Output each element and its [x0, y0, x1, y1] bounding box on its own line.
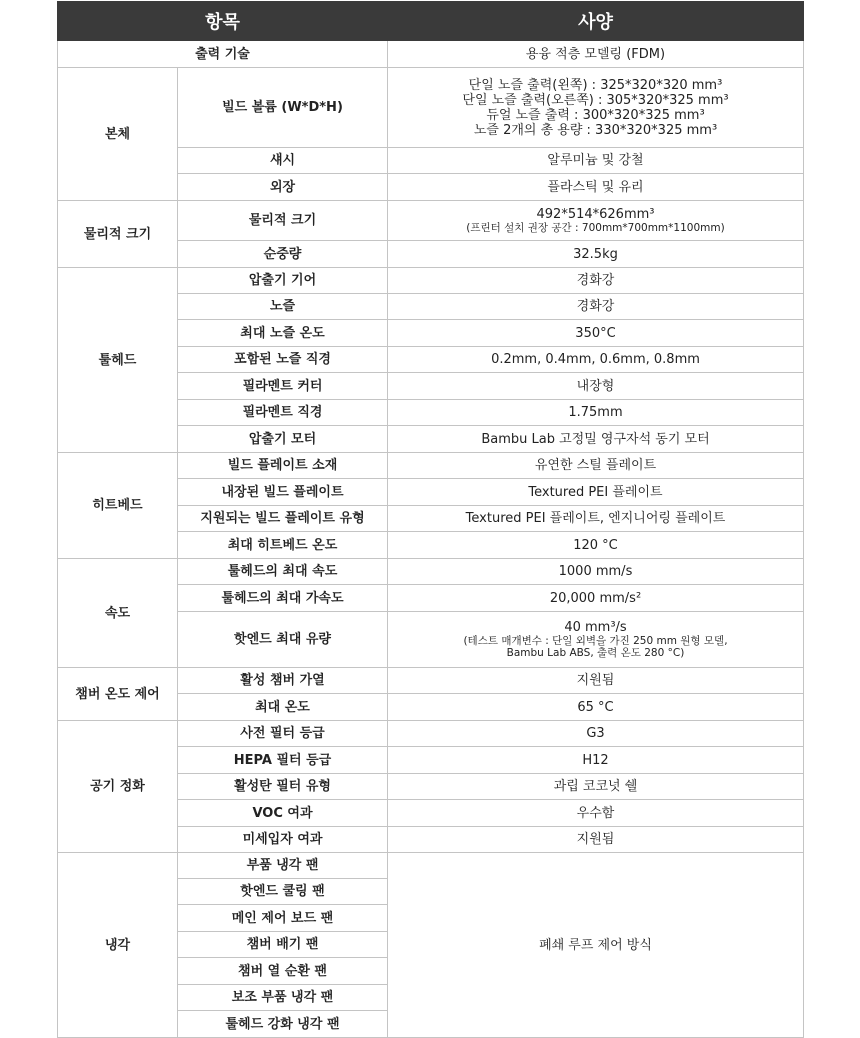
table-row [58, 268, 804, 294]
header-spec: 사양 [388, 2, 804, 41]
row-label: 최대 히트베드 온도 [178, 532, 388, 559]
row-value: G3 [388, 721, 804, 747]
row-label: 툴헤드 강화 냉각 팬 [178, 1011, 388, 1038]
row-label: 섀시 [178, 148, 388, 174]
row-label: 핫엔드 쿨링 팬 [178, 879, 388, 905]
value-note: (프린터 설치 권장 공간 : 700mm*700mm*1100mm) [466, 222, 725, 234]
header-item: 항목 [58, 2, 388, 41]
table-row [58, 201, 804, 241]
row-label: 압출기 모터 [178, 426, 388, 453]
category-cell: 공기 정화 [58, 721, 178, 853]
row-label: 포함된 노즐 직경 [178, 347, 388, 373]
row-value: 지원됨 [388, 668, 804, 694]
row-value: 경화강 [388, 268, 804, 294]
value-line: 492*514*626mm³ [536, 207, 655, 222]
row-label: 외장 [178, 174, 388, 201]
value-line: 노즐 2개의 총 용량 : 330*320*325 mm³ [473, 122, 718, 138]
row-label: 순중량 [178, 241, 388, 268]
table-row [58, 41, 804, 68]
row-label: 물리적 크기 [178, 201, 388, 241]
value-note: Bambu Lab ABS, 출력 온도 280 °C) [506, 647, 685, 659]
row-label: 출력 기술 [58, 41, 388, 68]
row-label: 최대 온도 [178, 694, 388, 721]
value-line: 단일 노즐 출력(왼쪽) : 325*320*320 mm³ [468, 77, 723, 93]
table-row [58, 721, 804, 747]
row-label: 챔버 열 순환 팬 [178, 958, 388, 985]
row-label: 필라멘트 커터 [178, 373, 388, 400]
row-label: 보조 부품 냉각 팬 [178, 985, 388, 1011]
row-value: 0.2mm, 0.4mm, 0.6mm, 0.8mm [388, 347, 804, 373]
value-line: 40 mm³/s [564, 620, 627, 635]
row-label: 활성탄 필터 유형 [178, 774, 388, 800]
row-label: 부품 냉각 팬 [178, 853, 388, 879]
row-label: 필라멘트 직경 [178, 400, 388, 426]
value-line: 단일 노즐 출력(오른쪽) : 305*320*325 mm³ [462, 92, 729, 108]
row-value: 지원됨 [388, 827, 804, 853]
row-value: Textured PEI 플레이트, 엔지니어링 플레이트 [388, 506, 804, 532]
header-row [58, 2, 804, 41]
category-cell: 툴헤드 [58, 268, 178, 453]
row-label: 툴헤드의 최대 속도 [178, 559, 388, 585]
row-label: 툴헤드의 최대 가속도 [178, 585, 388, 612]
max-flow-value [388, 612, 804, 668]
category-cell: 속도 [58, 559, 178, 668]
row-label: VOC 여과 [178, 800, 388, 827]
row-label: 내장된 빌드 플레이트 [178, 479, 388, 506]
row-value: 우수함 [388, 800, 804, 827]
row-value: 알루미늄 및 강철 [388, 148, 804, 174]
row-value: 20,000 mm/s² [388, 585, 804, 612]
row-value: 과립 코코넛 쉘 [388, 774, 804, 800]
table-row [58, 853, 804, 879]
row-value: 120 °C [388, 532, 804, 559]
table-row [58, 668, 804, 694]
row-value: 65 °C [388, 694, 804, 721]
row-label: 메인 제어 보드 팬 [178, 905, 388, 932]
row-value: 유연한 스틸 플레이트 [388, 453, 804, 479]
value-note: (테스트 매개변수 : 단일 외벽을 가진 250 mm 원형 모델, [463, 635, 728, 647]
category-cell: 본체 [58, 68, 178, 201]
category-cell: 챔버 온도 제어 [58, 668, 178, 721]
row-label: 빌드 볼륨 (W*D*H) [178, 68, 388, 148]
cooling-value: 폐쇄 루프 제어 방식 [388, 853, 804, 1038]
row-value: 350°C [388, 320, 804, 347]
row-label: 지원되는 빌드 플레이트 유형 [178, 506, 388, 532]
row-label: 미세입자 여과 [178, 827, 388, 853]
table-row [58, 559, 804, 585]
row-label: 활성 챔버 가열 [178, 668, 388, 694]
row-label: 빌드 플레이트 소재 [178, 453, 388, 479]
row-value: 32.5kg [388, 241, 804, 268]
row-label: 챔버 배기 팬 [178, 932, 388, 958]
row-value: H12 [388, 747, 804, 774]
table-row [58, 453, 804, 479]
value-line: 듀얼 노즐 출력 : 300*320*325 mm³ [486, 107, 705, 123]
row-value: 1.75mm [388, 400, 804, 426]
row-label: 노즐 [178, 294, 388, 320]
row-label: HEPA 필터 등급 [178, 747, 388, 774]
row-label: 최대 노즐 온도 [178, 320, 388, 347]
row-value: 경화강 [388, 294, 804, 320]
row-label: 사전 필터 등급 [178, 721, 388, 747]
row-value: 용융 적층 모델링 (FDM) [388, 41, 804, 68]
category-cell: 물리적 크기 [58, 201, 178, 268]
spec-table [57, 1, 804, 1038]
category-cell: 히트베드 [58, 453, 178, 559]
row-value: Textured PEI 플레이트 [388, 479, 804, 506]
row-value: 내장형 [388, 373, 804, 400]
row-value: 플라스틱 및 유리 [388, 174, 804, 201]
category-cell: 냉각 [58, 853, 178, 1038]
row-value: 1000 mm/s [388, 559, 804, 585]
row-label: 압출기 기어 [178, 268, 388, 294]
table-row [58, 68, 804, 148]
row-label: 핫엔드 최대 유량 [178, 612, 388, 668]
physical-size-value [388, 201, 804, 241]
build-volume-value [388, 68, 804, 148]
row-value: Bambu Lab 고정밀 영구자석 동기 모터 [388, 426, 804, 453]
